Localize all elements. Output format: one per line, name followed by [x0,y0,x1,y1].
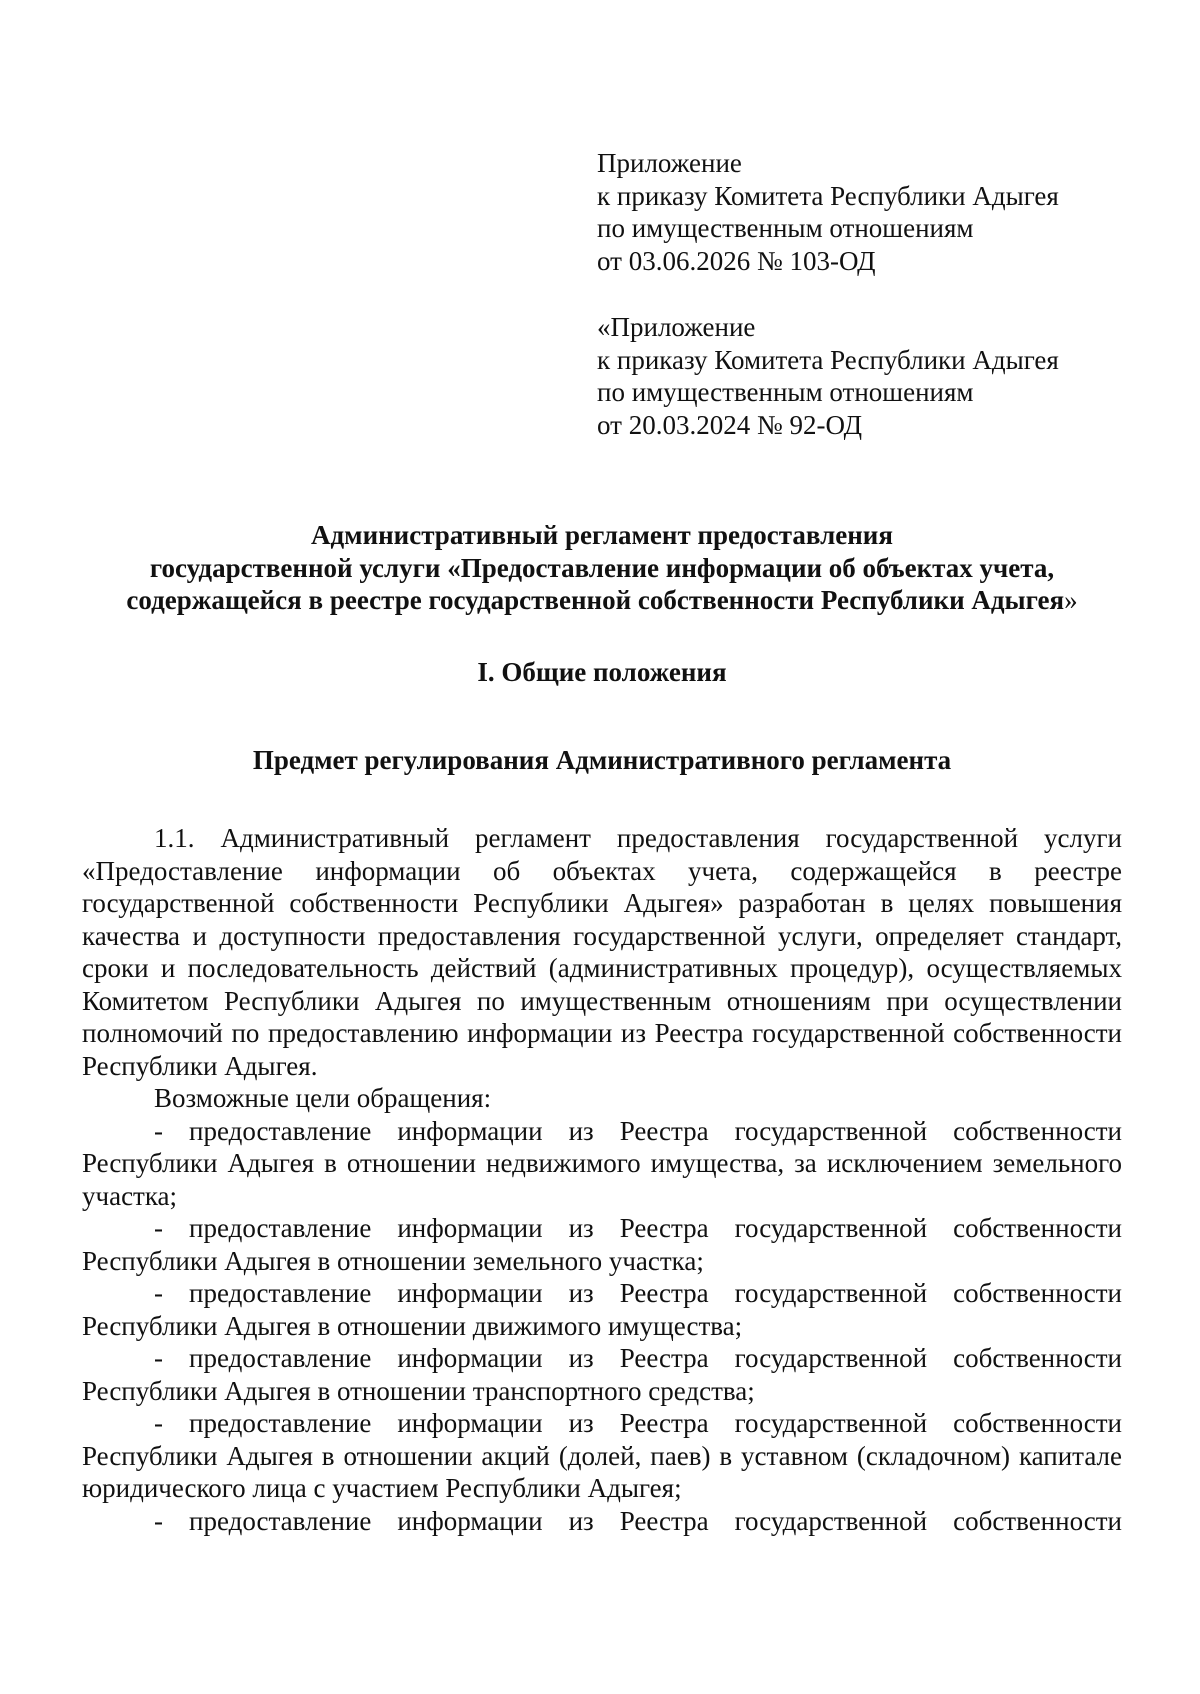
appendix-current-line-3: по имущественным отношениям [597,213,974,243]
paragraph-1-1: 1.1. Административный регламент предоставления государственной услуги «Предоставление информации об объектах учета, содержащейся в реестре государственной собственности Республики Адыгея» разработан в целях повышения качества и доступности предоставления государственной услуги, определяет стандарт, сроки и последовательность действий (административных процедур), осуществляемых Комитетом Республики Адыгея по имущественным отношениям при осуществлении полномочий по предоставлению информации из Реестра государственной собственности Республики Адыгея. [82,823,1122,1081]
document-title-line-2: государственной услуги «Предоставление информации об объектах учета, [149,552,1055,583]
list-item-goal-4: - предоставление информации из Реестра государственной собственности Республики Адыгея в отношении транспортного средства; [82,1343,1122,1406]
appendix-current-header [597,147,1157,277]
subsection-heading: Предмет регулирования Административного регламента [252,745,952,775]
section-heading: I. Общие положения [477,657,727,687]
appendix-current-line-2: к приказу Комитета Республики Адыгея [597,180,1059,211]
paragraph-goals-intro: Возможные цели обращения: [154,1083,492,1113]
appendix-previous-line-3: по имущественным отношениям [597,377,974,407]
list-item-goal-3: - предоставление информации из Реестра государственной собственности Республики Адыгея в отношении движимого имущества; [82,1278,1122,1341]
list-item-goal-6: - предоставление информации из Реестра государственной собственности [154,1505,1122,1536]
document-title-line-3 [82,584,1122,617]
appendix-previous-header [597,311,1157,441]
list-item-goal-2: - предоставление информации из Реестра государственной собственности Республики Адыгея в отношении земельного участка; [82,1213,1122,1276]
document-title-line-1: Административный регламент предоставления [311,520,893,550]
list-item-goal-1: - предоставление информации из Реестра государственной собственности Республики Адыгея в отношении недвижимого имущества, за исключением земельного участка; [82,1115,1122,1211]
document-title-close-quote: » [1064,585,1078,615]
body-text [82,822,1122,1537]
appendix-current-line-4: от 03.06.2026 № 103-ОД [597,245,876,276]
appendix-previous-line-4: от 20.03.2024 № 92-ОД [597,409,863,440]
list-item-goal-5: - предоставление информации из Реестра государственной собственности Республики Адыгея в отношении акций (долей, паев) в уставном (складочном) капитале юридического лица с участием Республики Адыгея; [82,1408,1122,1503]
document-title-line-3-text: содержащейся в реестре государственной собственности Республики Адыгея [126,585,1065,615]
document-title [82,519,1122,617]
appendix-previous-line-2: к приказу Комитета Республики Адыгея [597,344,1059,375]
appendix-previous-line-1: «Приложение [597,312,756,342]
appendix-current-line-1: Приложение [597,148,742,178]
